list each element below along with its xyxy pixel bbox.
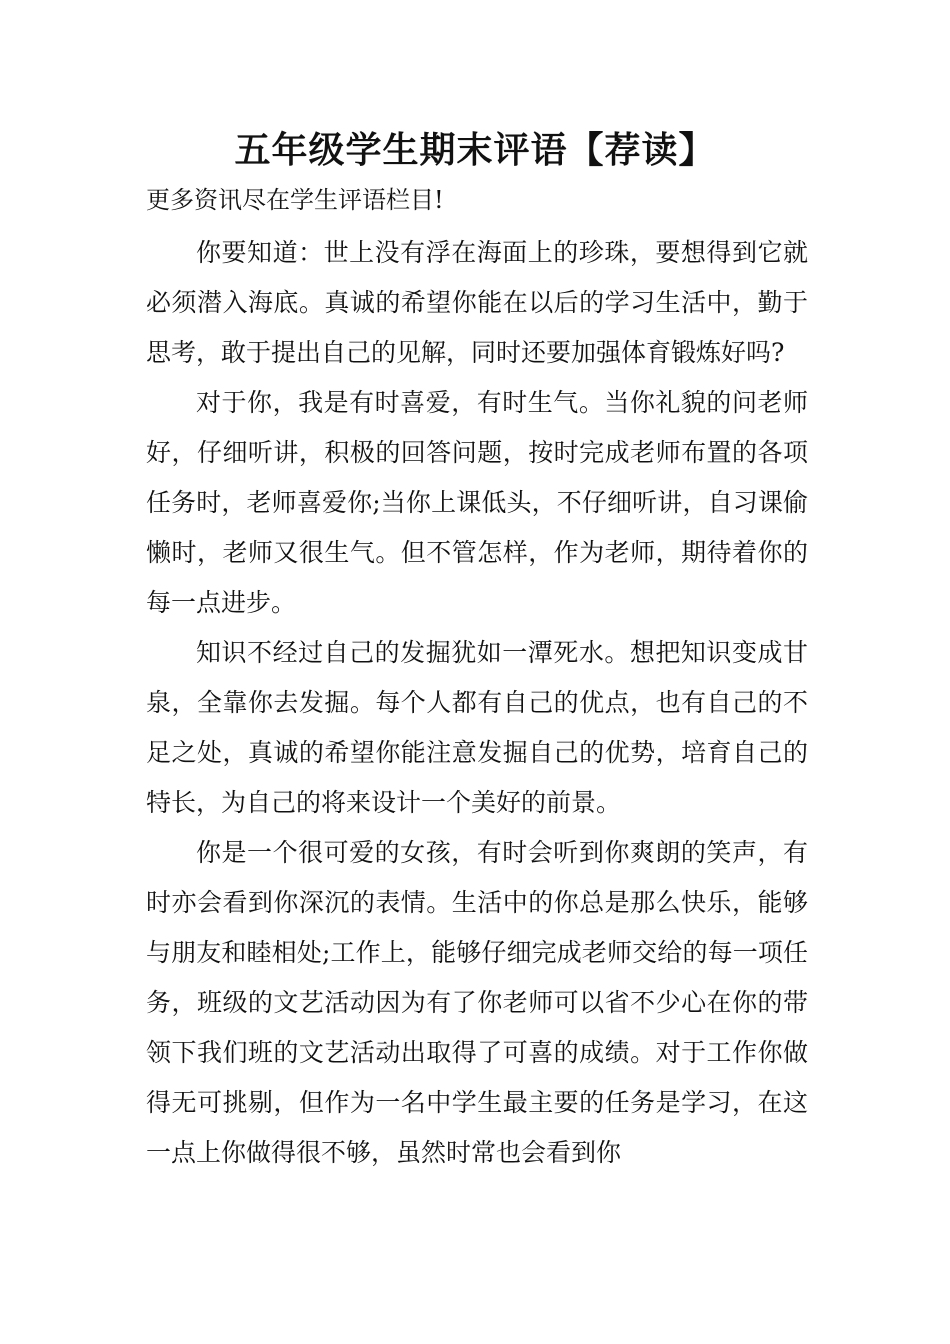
paragraph-1: 你要知道：世上没有浮在海面上的珍珠，要想得到它就必须潜入海底。真诚的希望你能在以后的学习生活中，勤于思考，敢于提出自己的见解，同时还要加强体育锻炼好吗? [146,238,808,367]
paragraph-2: 对于你，我是有时喜爱，有时生气。当你礼貌的问老师好，仔细听讲，积极的回答问题，按时完成老师布置的各项任务时，老师喜爱你;当你上课低头，不仔细听讲，自习课偷懒时，老师又很生气。但不管怎样，作为老师，期待着你的每一点进步。 [146,388,808,617]
document-body [146,228,808,1178]
document-subtitle: 更多资讯尽在学生评语栏目! [146,186,444,214]
paragraph-4: 你是一个很可爱的女孩，有时会听到你爽朗的笑声，有时亦会看到你深沉的表情。生活中的你总是那么快乐，能够与朋友和睦相处;工作上，能够仔细完成老师交给的每一项任务，班级的文艺活动因为有了你老师可以省不少心在你的带领下我们班的文艺活动出取得了可喜的成绩。对于工作你做得无可挑剔，但作为一名中学生最主要的任务是学习，在这一点上你做得很不够，虽然时常也会看到你 [146,838,808,1167]
paragraph-3: 知识不经过自己的发掘犹如一潭死水。想把知识变成甘泉，全靠你去发掘。每个人都有自己的优点，也有自己的不足之处，真诚的希望你能注意发掘自己的优势，培育自己的特长，为自己的将来设计一个美好的前景。 [146,638,808,817]
document-title: 五年级学生期末评语【荐读】 [234,130,716,171]
